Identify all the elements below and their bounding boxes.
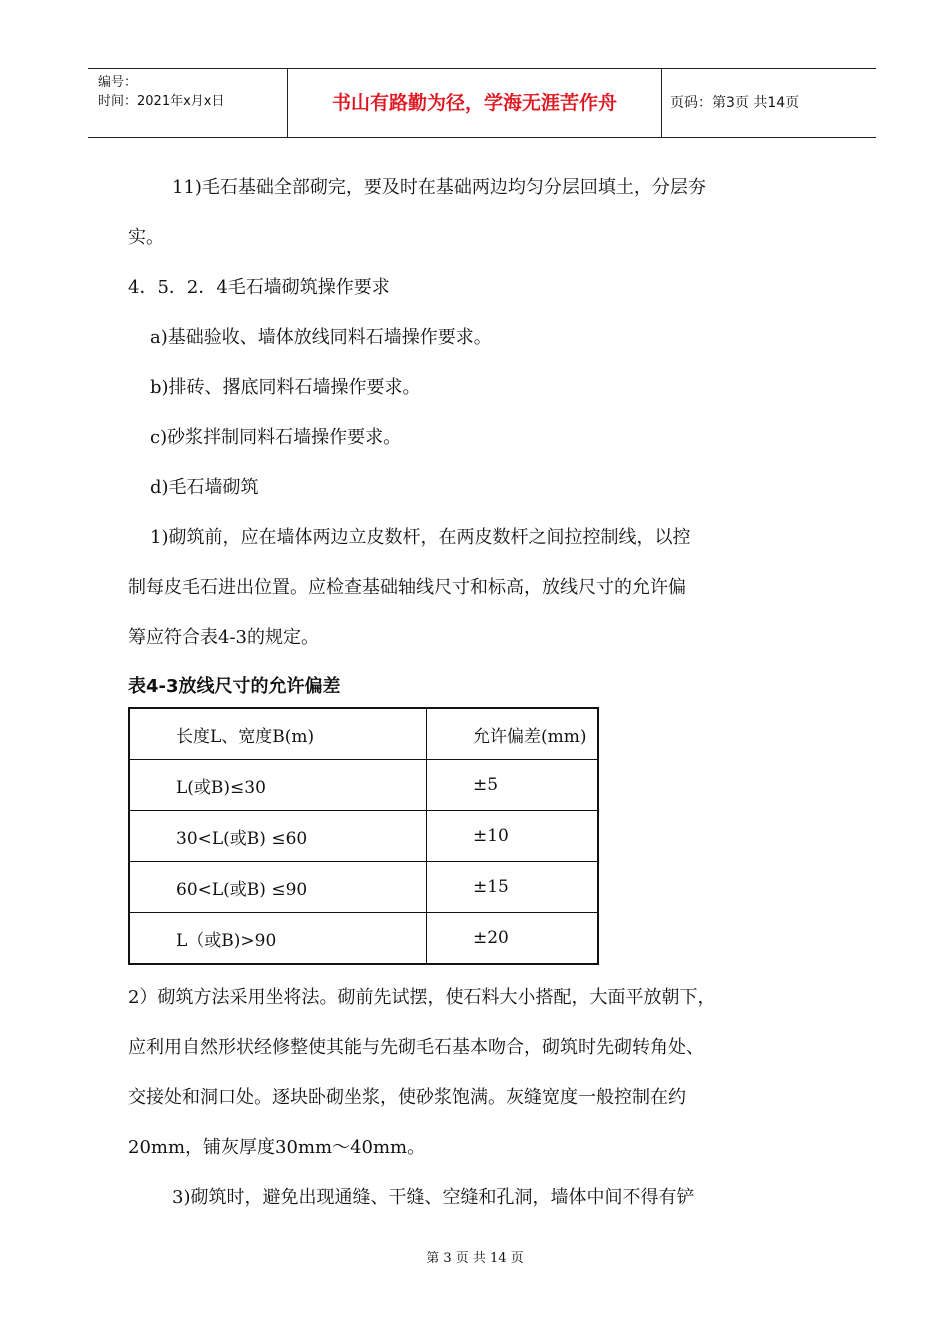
table-row — [129, 811, 598, 862]
table-cell: 30<L(或B) ≤60 — [129, 811, 427, 862]
list-item: c)砂浆拌制同料石墙操作要求。 — [150, 427, 402, 448]
paragraph-line: 11)毛石基础全部砌完，要及时在基础两边均匀分层回填土，分层夯 — [172, 177, 706, 198]
paragraph-line: 1)砌筑前，应在墙体两边立皮数杆，在两皮数杆之间拉控制线，以控 — [150, 527, 691, 548]
header-meta — [98, 73, 224, 111]
list-item: d)毛石墙砌筑 — [150, 477, 259, 498]
time-label: 时间：2021年x月x日 — [98, 94, 225, 109]
table-cell: ±15 — [427, 862, 599, 913]
header-motto: 书山有路勤为径，学海无涯苦作舟 — [331, 92, 617, 114]
page-header — [88, 68, 876, 138]
table-row — [129, 913, 598, 965]
table-cell: ±5 — [427, 760, 599, 811]
paragraph-line: 应利用自然形状经修整使其能与先砌毛石基本吻合，砌筑时先砌转角处、 — [128, 1037, 704, 1058]
table-row — [129, 760, 598, 811]
table-header-cell: 允许偏差(mm) — [427, 708, 599, 760]
paragraph-line: 实。 — [128, 227, 164, 248]
header-divider — [661, 69, 662, 137]
table-caption: 表4-3放线尺寸的允许偏差 — [128, 676, 341, 697]
table-cell: L（或B)>90 — [129, 913, 427, 965]
paragraph-line: 3)砌筑时，避免出现通缝、干缝、空缝和孔洞，墙体中间不得有铲 — [172, 1187, 695, 1208]
paragraph-line: 2）砌筑方法采用坐将法。砌前先试摆，使石料大小搭配，大面平放朝下， — [128, 987, 716, 1008]
header-page-info: 页码：第3页 共14页 — [670, 95, 800, 111]
table-row — [129, 862, 598, 913]
table-cell: L(或B)≤30 — [129, 760, 427, 811]
section-heading: 4．5．2．4毛石墙砌筑操作要求 — [128, 277, 390, 298]
paragraph-line: 20mm，铺灰厚度30mm～40mm。 — [128, 1137, 426, 1158]
table-header-row — [129, 708, 598, 760]
table-cell: ±10 — [427, 811, 599, 862]
tolerance-table — [128, 707, 599, 965]
list-item: a)基础验收、墙体放线同料石墙操作要求。 — [150, 327, 492, 348]
table-cell: 60<L(或B) ≤90 — [129, 862, 427, 913]
number-label: 编号： — [98, 75, 138, 90]
list-item: b)排砖、撂底同料石墙操作要求。 — [150, 377, 421, 398]
table-cell: ±20 — [427, 913, 599, 965]
table-header-cell: 长度L、宽度B(m) — [129, 708, 427, 760]
page-footer: 第 3 页 共 14 页 — [426, 1251, 524, 1266]
paragraph-line: 制每皮毛石进出位置。应检查基础轴线尺寸和标高，放线尺寸的允许偏 — [128, 577, 686, 598]
paragraph-line: 筹应符合表4-3的规定。 — [128, 627, 319, 648]
paragraph-line: 交接处和洞口处。逐块卧砌坐浆，使砂浆饱满。灰缝宽度一般控制在约 — [128, 1087, 686, 1108]
